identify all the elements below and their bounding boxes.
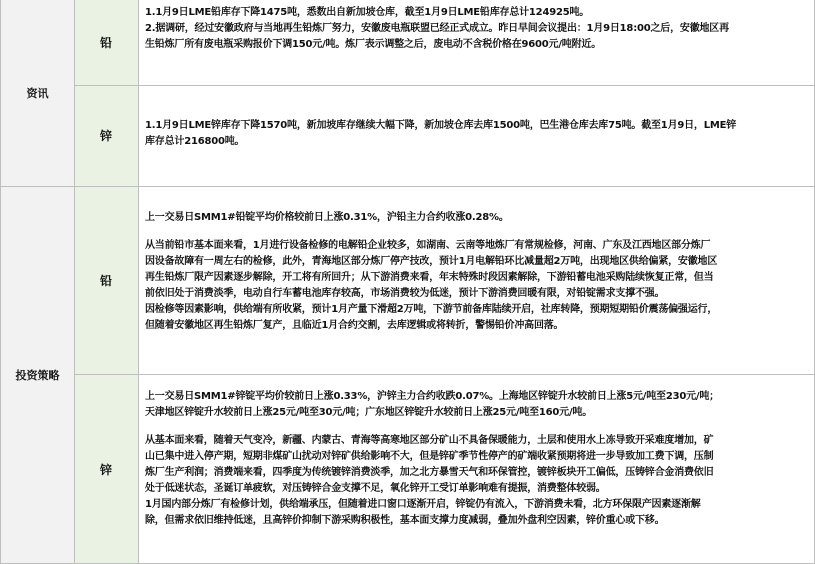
text-line: 山已集中进入停产期，短期非煤矿山扰动对锌矿供给影响不大，但是锌矿季节性停产的矿端收紧预期将进一步导致加工费下调，压制: [145, 451, 714, 462]
category-news-label: 资讯: [26, 87, 49, 100]
text-line: 从当前铅市基本面来看，1月进行设备检修的电解铅企业较多，如湖南、云南等地炼厂有常规检修，河南、广东及江西地区部分炼厂: [145, 240, 711, 251]
grid-line: [0, 186, 815, 187]
metal-strategy-zinc-label: 锌: [99, 462, 112, 477]
text-line: 天津地区锌锭升水较前日上涨25元/吨至30元/吨；广东地区锌锭升水较前日上涨25元/吨至160元/吨。: [145, 407, 593, 418]
metal-strategy-lead-label: 铅: [99, 273, 112, 288]
text-line: 处于低迷状态，圣诞订单疲软，对压铸锌合金支撑不足，氧化锌开工受订单影响难有提振，消费整体较弱。: [145, 483, 606, 494]
category-news: [0, 0, 74, 186]
text-line: 除，但需求依旧维持低迷，且高锌价抑制下游采购积极性，基本面支撑力度减弱，叠加外盘利空因素，锌价重心或下移。: [145, 515, 665, 526]
paragraph-gap: [145, 226, 809, 238]
text-line: 1月国内部分炼厂有检修计划，供给端承压，但随着进口窗口逐渐开启，锌锭仍有流入，下游消费未看，北方环保限产因素逐渐解: [145, 499, 701, 510]
text-line: 再生铅炼厂限产因素逐步解除，开工将有所回升；从下游消费来看，年末特殊时段因素解除，下游铅蓄电池采购陆续恢复正常，但当: [145, 272, 714, 283]
grid-line: [74, 85, 815, 86]
metal-news-lead-label: 铅: [99, 36, 112, 50]
metal-strategy-zinc: [74, 374, 138, 564]
text-line: 从基本面来看，随着天气变冷，新疆、内蒙古、青海等高寒地区部分矿山不具备保暖能力，土层和使用水上冻导致开采难度增加，矿: [145, 435, 714, 446]
text-line: 因检修等因素影响，供给端有所收紧，预计1月产量下滑超2万吨，下游节前备库陆续开启，社库转降，预期短期铅价震荡偏强运行，: [145, 304, 718, 315]
text-line: 1.1月9日LME铅库存下降1475吨，悉数出自新加坡仓库，截至1月9日LME铅库存总计124925吨。: [145, 7, 590, 18]
text-line: 1.1月9日LME锌库存下降1570吨，新加坡库存继续大幅下降，新加坡仓库去库1500吨，巴生港仓库去库75吨。截至1月9日，LME锌: [145, 120, 737, 131]
text-line: 但随着安徽地区再生铅炼厂复产，且临近1月合约交割，去库逻辑或将转折，警惕铅价冲高回落。: [145, 320, 564, 331]
metal-news-zinc: [74, 85, 138, 186]
metal-strategy-lead: [74, 186, 138, 374]
strategy-zinc-content: [138, 389, 815, 529]
metal-news-zinc-label: 锌: [99, 129, 112, 143]
paragraph-gap: [145, 421, 809, 433]
grid-line: [138, 0, 139, 564]
text-line: 因设备故障有一周左右的检修，此外，青海地区部分炼厂停产技改，预计1月电解铅环比减量超2万吨，出现地区供给偏紧，安徽地区: [145, 256, 718, 267]
strategy-lead-content: [138, 210, 815, 334]
category-strategy: [0, 186, 74, 564]
text-line: 前依旧处于消费淡季，电动自行车蓄电池库存较高，市场消费较为低迷，预计下游消费回暖有限，对铅锭需求支撑不强。: [145, 288, 665, 299]
metal-news-lead: [74, 0, 138, 85]
text-line: 上一交易日SMM1#锌锭平均价较前日上涨0.33%，沪锌主力合约收跌0.07%。上海地区锌锭升水较前日上涨5元/吨至230元/吨；: [145, 391, 719, 402]
text-line: 生铅炼厂所有废电瓶采购报价下调150元/吨。炼厂表示调整之后，废电动不含税价格在9600元/吨附近。: [145, 39, 602, 50]
text-line: 上一交易日SMM1#铅锭平均价格较前日上涨0.31%，沪铅主力合约收涨0.28%。: [145, 212, 509, 223]
text-line: 炼厂生产利润；消费端来看，四季度为传统镀锌消费淡季，加之北方暴雪天气和环保管控，镀锌板块开工偏低，压铸锌合金消费依旧: [145, 467, 714, 478]
text-line: 2.据调研，经过安徽政府与当地再生铅炼厂努力，安徽废电瓶联盟已经正式成立。昨日早间会议提出：1月9日18:00之后，安徽地区再: [145, 23, 729, 34]
news-zinc-content: [138, 118, 815, 150]
grid-line: [74, 374, 815, 375]
text-line: 库存总计216800吨。: [145, 136, 245, 147]
grid-line: [74, 0, 75, 564]
category-strategy-label: 投资策略: [15, 369, 60, 382]
news-lead-content: [138, 5, 815, 53]
